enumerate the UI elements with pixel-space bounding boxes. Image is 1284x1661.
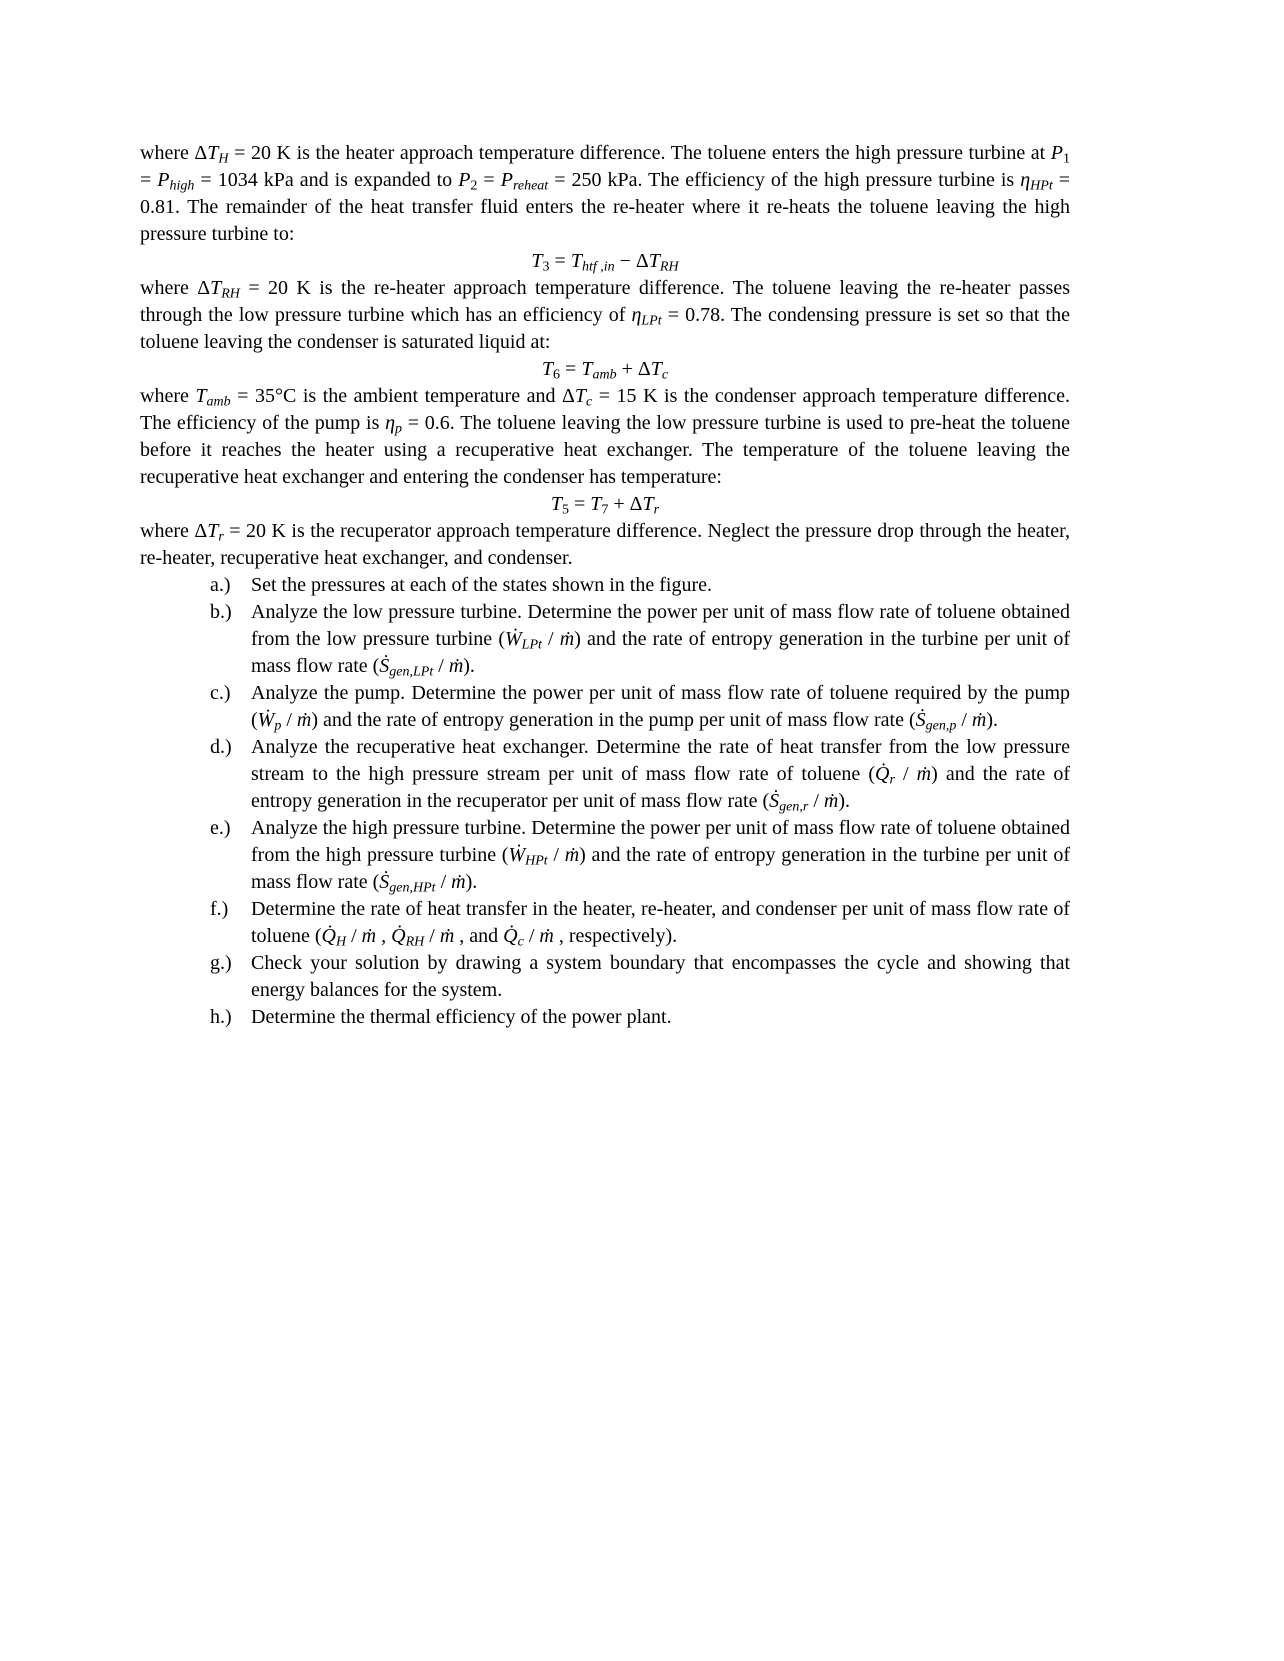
item-text-h: Determine the thermal efficiency of the power plant. [251, 1006, 672, 1028]
item-text-a: Set the pressures at each of the states shown in the figure. [251, 574, 712, 596]
list-item-f [210, 896, 1070, 950]
list-item-g [210, 950, 1070, 1004]
paragraph-condenser-pump: where $T_{amb} = 35^\circ C$ is the ambient temperature and $\Delta T_c = 15$ K is the condenser approach temperature difference. The efficiency of the pump is $\eta_p = 0.6$. The toluene leaving the low pressure turbine is used to pre-heat the toluene before it reaches the heater using a recuperative heat exchanger. The temperature of the toluene leaving the recuperative heat exchanger and entering the condenser has temperature: [140, 385, 1070, 488]
item-text-e: Analyze the high pressure turbine. Determine the power per unit of mass flow rate of toluene obtained from the high pressure turbine (Ẇ$_{HPt}$ / ṁ) and the rate of entropy generation in the turbine per unit of mass flow rate (Ṡ$_{gen,HPt}$ / ṁ). [251, 817, 1070, 896]
item-label-h: h.) [210, 1006, 232, 1028]
item-label-d: d.) [210, 736, 232, 758]
paragraph-recuperator: where $\Delta T_r = 20$ K is the recuperator approach temperature difference. Neglect the pressure drop through the heater, re-heater, recuperative heat exchanger, and condenser. [140, 520, 1071, 569]
list-item-h [210, 1004, 1070, 1031]
equation-t3: $T_3 = T_{htf ,in} - \Delta T_{RH}$ [531, 250, 679, 275]
list-item-a [210, 572, 1070, 599]
paragraph-reheater: where $\Delta T_{RH} = 20$ K is the re-heater approach temperature difference. The toluene leaving the re-heater passes through the low pressure turbine which has an efficiency of $\eta_{LPt} = 0.78$. The condensing pressure is set so that the toluene leaving the condenser is saturated liquid at: [140, 277, 1071, 353]
item-label-b: b.) [210, 601, 232, 623]
list-item-c [210, 680, 1070, 734]
item-text-d: Analyze the recuperative heat exchanger. Determine the rate of heat transfer from the low pressure stream to the high pressure stream per unit of mass flow rate of toluene ($Q̇_r$ / ṁ) and the rate of entropy generation in the recuperator per unit of mass flow rate (Ṡ$_{gen,r}$ / ṁ). [251, 736, 1071, 815]
item-text-b: Analyze the low pressure turbine. Determine the power per unit of mass flow rate of toluene obtained from the low pressure turbine (Ẇ$_{LPt}$ / ṁ) and the rate of entropy generation in the turbine per unit of mass flow rate (Ṡ$_{gen,LPt}$ / ṁ). [251, 601, 1071, 680]
item-label-e: e.) [210, 817, 231, 839]
equation-t5: $T_5 = T_7 + \Delta T_r$ [550, 493, 660, 518]
item-label-c: c.) [210, 682, 231, 704]
task-list [140, 572, 1070, 1031]
item-label-f: f.) [210, 898, 229, 920]
equation-t6: $T_6 = T_{amb} + \Delta T_c$ [541, 358, 669, 383]
item-label-a: a.) [210, 574, 231, 596]
list-item-b [210, 599, 1070, 680]
item-text-f: Determine the rate of heat transfer in the heater, re-heater, and condenser per unit of mass flow rate of toluene ($Q̇_H$ / ṁ , $Q̇_{RH}$ / ṁ , and $Q̇_c$ / ṁ , respectively). [251, 898, 1070, 950]
list-item-e [210, 815, 1070, 896]
item-text-g: Check your solution by drawing a system boundary that encompasses the cycle and showing that energy balances for the system. [251, 952, 1070, 1001]
paragraph-heater-turbine: where $\Delta T_H = 20$ K is the heater approach temperature difference. The toluene enters the high pressure turbine at $P_1 = P_{high} = 1034$ kPa and is expanded to $P_2 = P_{reheat} = 250$ kPa. The efficiency of the high pressure turbine is $\eta_{HPt} = 0.81$. The remainder of the heat transfer fluid enters the re-heater where it re-heats the toluene leaving the high pressure turbine to: [140, 142, 1071, 245]
item-label-g: g.) [210, 952, 232, 974]
item-text-c: Analyze the pump. Determine the power per unit of mass flow rate of toluene required by the pump (Ẇ$_p$ / ṁ) and the rate of entropy generation in the pump per unit of mass flow rate (Ṡ$_{gen,p}$ / ṁ). [251, 682, 1070, 734]
list-item-d [210, 734, 1070, 815]
